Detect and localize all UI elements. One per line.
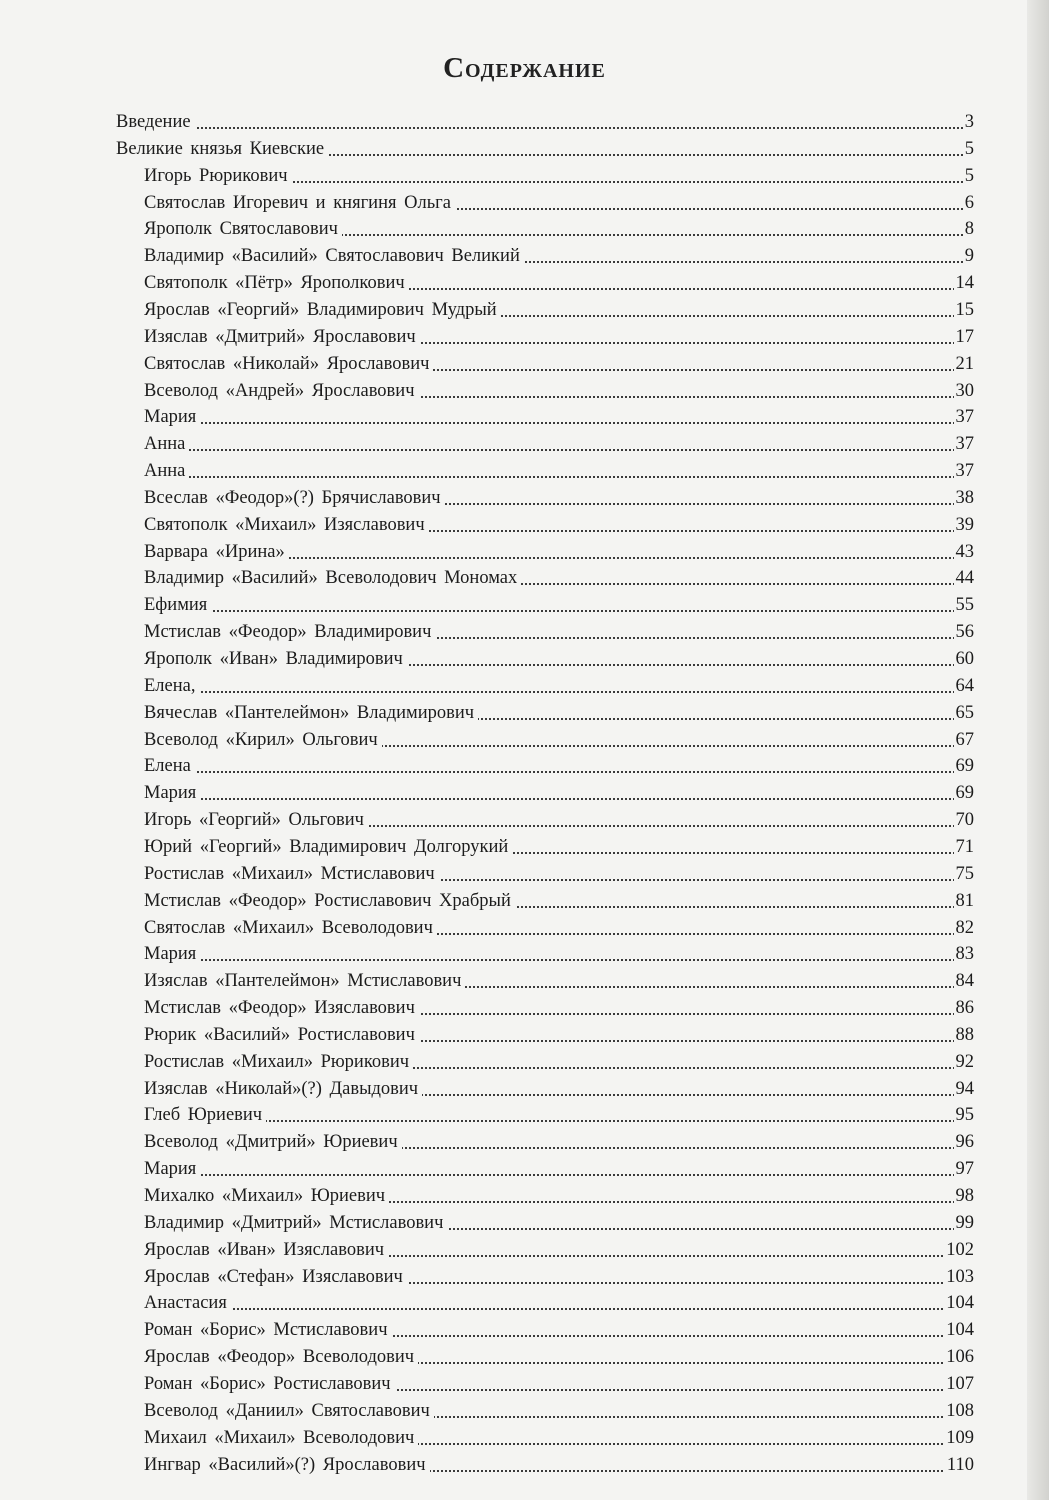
toc-entry-label: Юрий «Георгий» Владимирович Долгорукий (144, 834, 512, 861)
toc-entry-page: 75 (954, 861, 975, 888)
toc-entry-page: 70 (954, 807, 975, 834)
dot-leader (144, 798, 967, 800)
toc-entry-label: Игорь Рюрикович (144, 163, 292, 190)
toc-entry (0, 565, 1049, 592)
toc-entry-page: 104 (944, 1317, 974, 1344)
toc-entry (0, 1076, 1049, 1103)
toc-entry-label: Святополк «Пётр» Ярополкович (144, 270, 409, 297)
dot-leader (144, 1174, 967, 1176)
toc-entry-page: 97 (954, 1156, 975, 1183)
toc-entry-page: 3 (963, 109, 974, 136)
toc-entry-label: Михалко «Михаил» Юриевич (144, 1183, 389, 1210)
toc-entry-page: 56 (954, 619, 975, 646)
toc-entry-page: 71 (954, 834, 975, 861)
toc-entry (0, 1264, 1049, 1291)
toc-entry-page: 5 (963, 136, 974, 163)
toc-entry-label: Мария (144, 780, 200, 807)
toc-entry-page: 39 (954, 512, 975, 539)
toc-entry (0, 995, 1049, 1022)
toc-entry (0, 1317, 1049, 1344)
toc-entry-label: Изяслав «Дмитрий» Ярославович (144, 324, 420, 351)
toc-entry (0, 673, 1049, 700)
toc-entry-page: 106 (944, 1344, 974, 1371)
toc-entry-label: Мстислав «Феодор» Владимирович (144, 619, 435, 646)
toc-entry-page: 6 (963, 190, 974, 217)
toc-entry-page: 64 (954, 673, 975, 700)
toc-entry (0, 539, 1049, 566)
toc-entry (0, 753, 1049, 780)
toc-entry (0, 190, 1049, 217)
toc-entry-page: 84 (954, 968, 975, 995)
toc-entry-label: Вячеслав «Пантелеймон» Владимирович (144, 700, 478, 727)
toc-entry-page: 99 (954, 1210, 975, 1237)
toc-entry-label: Владимир «Василий» Святославович Великий (144, 243, 524, 270)
toc-entry-page: 96 (954, 1129, 975, 1156)
toc-entry-label: Михаил «Михаил» Всеволодович (144, 1425, 418, 1452)
toc-entry (0, 1156, 1049, 1183)
toc-entry-label: Анастасия (144, 1290, 231, 1317)
toc-entry (0, 1344, 1049, 1371)
toc-entry-label: Владимир «Василий» Всеволодович Мономах (144, 565, 521, 592)
toc-entry-page: 60 (954, 646, 975, 673)
toc-entry-label: Ярополк «Иван» Владимирович (144, 646, 407, 673)
toc-entry-label: Роман «Борис» Мстиславович (144, 1317, 392, 1344)
toc-entry-label: Ярослав «Стефан» Изяславович (144, 1264, 407, 1291)
toc-entry-label: Ефимия (144, 592, 211, 619)
dot-leader (144, 691, 967, 693)
toc-entry-page: 8 (963, 216, 974, 243)
dot-leader (144, 422, 967, 424)
toc-entry (0, 1210, 1049, 1237)
toc-entry (0, 700, 1049, 727)
toc-entry-page: 104 (944, 1290, 974, 1317)
toc-entry-label: Изяслав «Николай»(?) Давыдович (144, 1076, 422, 1103)
toc-entry (0, 216, 1049, 243)
toc-entry (0, 297, 1049, 324)
toc-entry-page: 67 (954, 727, 975, 754)
toc-entry-label: Всеволод «Дмитрий» Юриевич (144, 1129, 402, 1156)
toc-entry-page: 15 (954, 297, 975, 324)
toc-entry (0, 968, 1049, 995)
toc-entry (0, 861, 1049, 888)
toc-entry-label: Святослав «Николай» Ярославович (144, 351, 433, 378)
dot-leader (144, 476, 967, 478)
toc-entry (0, 780, 1049, 807)
toc-entry (0, 1049, 1049, 1076)
toc-entry-label: Елена (144, 753, 195, 780)
toc-entry-page: 37 (954, 458, 975, 485)
toc-entry-label: Всеслав «Феодор»(?) Брячиславович (144, 485, 445, 512)
toc-entry (0, 458, 1049, 485)
toc-entry-label: Ярополк Святославович (144, 216, 342, 243)
toc-entry (0, 1290, 1049, 1317)
dot-leader (144, 959, 967, 961)
toc-entry-page: 69 (954, 753, 975, 780)
toc-entry (0, 1425, 1049, 1452)
dot-leader (144, 610, 967, 612)
toc-entry-label: Мария (144, 404, 200, 431)
toc-entry-label: Роман «Борис» Ростиславович (144, 1371, 395, 1398)
toc-entry-page: 69 (954, 780, 975, 807)
toc-entry-page: 108 (944, 1398, 974, 1425)
toc-entry-label: Анна (144, 458, 189, 485)
toc-entry-page: 95 (954, 1102, 975, 1129)
toc-entry-page: 30 (954, 378, 975, 405)
dot-leader (144, 771, 967, 773)
toc-entry-label: Анна (144, 431, 189, 458)
toc-entry (0, 619, 1049, 646)
toc-entry-label: Святослав «Михаил» Всеволодович (144, 915, 437, 942)
toc-entry-page: 55 (954, 592, 975, 619)
toc-entry-page: 98 (954, 1183, 975, 1210)
toc-entry-page: 14 (954, 270, 975, 297)
toc-entry (0, 163, 1049, 190)
toc-entry-label: Ростислав «Михаил» Рюрикович (144, 1049, 413, 1076)
toc-entry-page: 110 (945, 1452, 974, 1479)
toc-entry-page: 21 (954, 351, 975, 378)
toc-entry-label: Елена, (144, 673, 199, 700)
toc-entry (0, 1237, 1049, 1264)
toc-entry-page: 103 (944, 1264, 974, 1291)
dot-leader (144, 1308, 967, 1310)
toc-entry (0, 646, 1049, 673)
toc-entry-page: 102 (944, 1237, 974, 1264)
dot-leader (144, 449, 967, 451)
toc-entry (0, 512, 1049, 539)
toc-entry-label: Ростислав «Михаил» Мстиславович (144, 861, 439, 888)
toc-entry-label: Ингвар «Василий»(?) Ярославович (144, 1452, 430, 1479)
toc-entry-page: 17 (954, 324, 975, 351)
toc-entry-page: 92 (954, 1049, 975, 1076)
toc-entry-page: 44 (954, 565, 975, 592)
toc-entry-page: 94 (954, 1076, 975, 1103)
page-title: Содержание (443, 52, 606, 84)
toc-entry-label: Всеволод «Андрей» Ярославович (144, 378, 419, 405)
toc-entry (0, 915, 1049, 942)
toc-entry (0, 1183, 1049, 1210)
toc-entry (0, 941, 1049, 968)
toc-entry-page: 37 (954, 404, 975, 431)
toc-entry-label: Владимир «Дмитрий» Мстиславович (144, 1210, 447, 1237)
toc-entry-page: 9 (963, 243, 974, 270)
toc-entry-page: 43 (954, 539, 975, 566)
toc-entry-label: Введение (116, 109, 195, 136)
toc-entry-label: Мстислав «Феодор» Ростиславович Храбрый (144, 888, 515, 915)
toc-entry-page: 109 (944, 1425, 974, 1452)
toc-entry (0, 136, 1049, 163)
toc-entry (0, 485, 1049, 512)
toc-entry-label: Рюрик «Василий» Ростиславович (144, 1022, 419, 1049)
toc-entry-page: 81 (954, 888, 975, 915)
dot-leader (144, 1120, 967, 1122)
toc-entry-page: 83 (954, 941, 975, 968)
toc-entry-label: Ярослав «Георгий» Владимирович Мудрый (144, 297, 501, 324)
toc-entry (0, 888, 1049, 915)
toc-entry (0, 834, 1049, 861)
toc-entry-page: 5 (963, 163, 974, 190)
toc-entry (0, 378, 1049, 405)
toc-entry (0, 1022, 1049, 1049)
toc-entry-page: 88 (954, 1022, 975, 1049)
toc-entry-label: Великие князья Киевские (116, 136, 328, 163)
dot-leader (116, 127, 967, 129)
toc-entry (0, 324, 1049, 351)
toc-entry-label: Игорь «Георгий» Ольгович (144, 807, 368, 834)
toc-entry-label: Изяслав «Пантелеймон» Мстиславович (144, 968, 465, 995)
toc-entry-label: Мстислав «Феодор» Изяславович (144, 995, 419, 1022)
toc-entry (0, 1129, 1049, 1156)
toc-entry (0, 1102, 1049, 1129)
toc-entry-page: 86 (954, 995, 975, 1022)
toc-entry (0, 1398, 1049, 1425)
toc-entry-page: 37 (954, 431, 975, 458)
toc-entry-page: 38 (954, 485, 975, 512)
toc-entry (0, 807, 1049, 834)
toc-entry-label: Мария (144, 941, 200, 968)
toc-entry-label: Святослав Игоревич и княгиня Ольга (144, 190, 455, 217)
toc-entry-label: Святополк «Михаил» Изяславович (144, 512, 429, 539)
toc-entry-page: 82 (954, 915, 975, 942)
toc-entry (0, 270, 1049, 297)
toc-entry (0, 1452, 1049, 1479)
toc-entry-label: Ярослав «Иван» Изяславович (144, 1237, 388, 1264)
toc-entry (0, 1371, 1049, 1398)
toc-entry-label: Ярослав «Феодор» Всеволодович (144, 1344, 418, 1371)
toc-entry-label: Варвара «Ирина» (144, 539, 289, 566)
toc-entry-label: Всеволод «Кирил» Ольгович (144, 727, 382, 754)
toc-entry-label: Глеб Юриевич (144, 1102, 266, 1129)
toc-entry-label: Мария (144, 1156, 200, 1183)
toc-entry (0, 431, 1049, 458)
toc-entry (0, 243, 1049, 270)
toc-entry (0, 351, 1049, 378)
toc-entry (0, 109, 1049, 136)
toc-entry-label: Всеволод «Даниил» Святославович (144, 1398, 434, 1425)
toc-entry (0, 404, 1049, 431)
toc-entry-page: 107 (944, 1371, 974, 1398)
toc-entry (0, 727, 1049, 754)
toc-entry-page: 65 (954, 700, 975, 727)
toc-entry (0, 592, 1049, 619)
